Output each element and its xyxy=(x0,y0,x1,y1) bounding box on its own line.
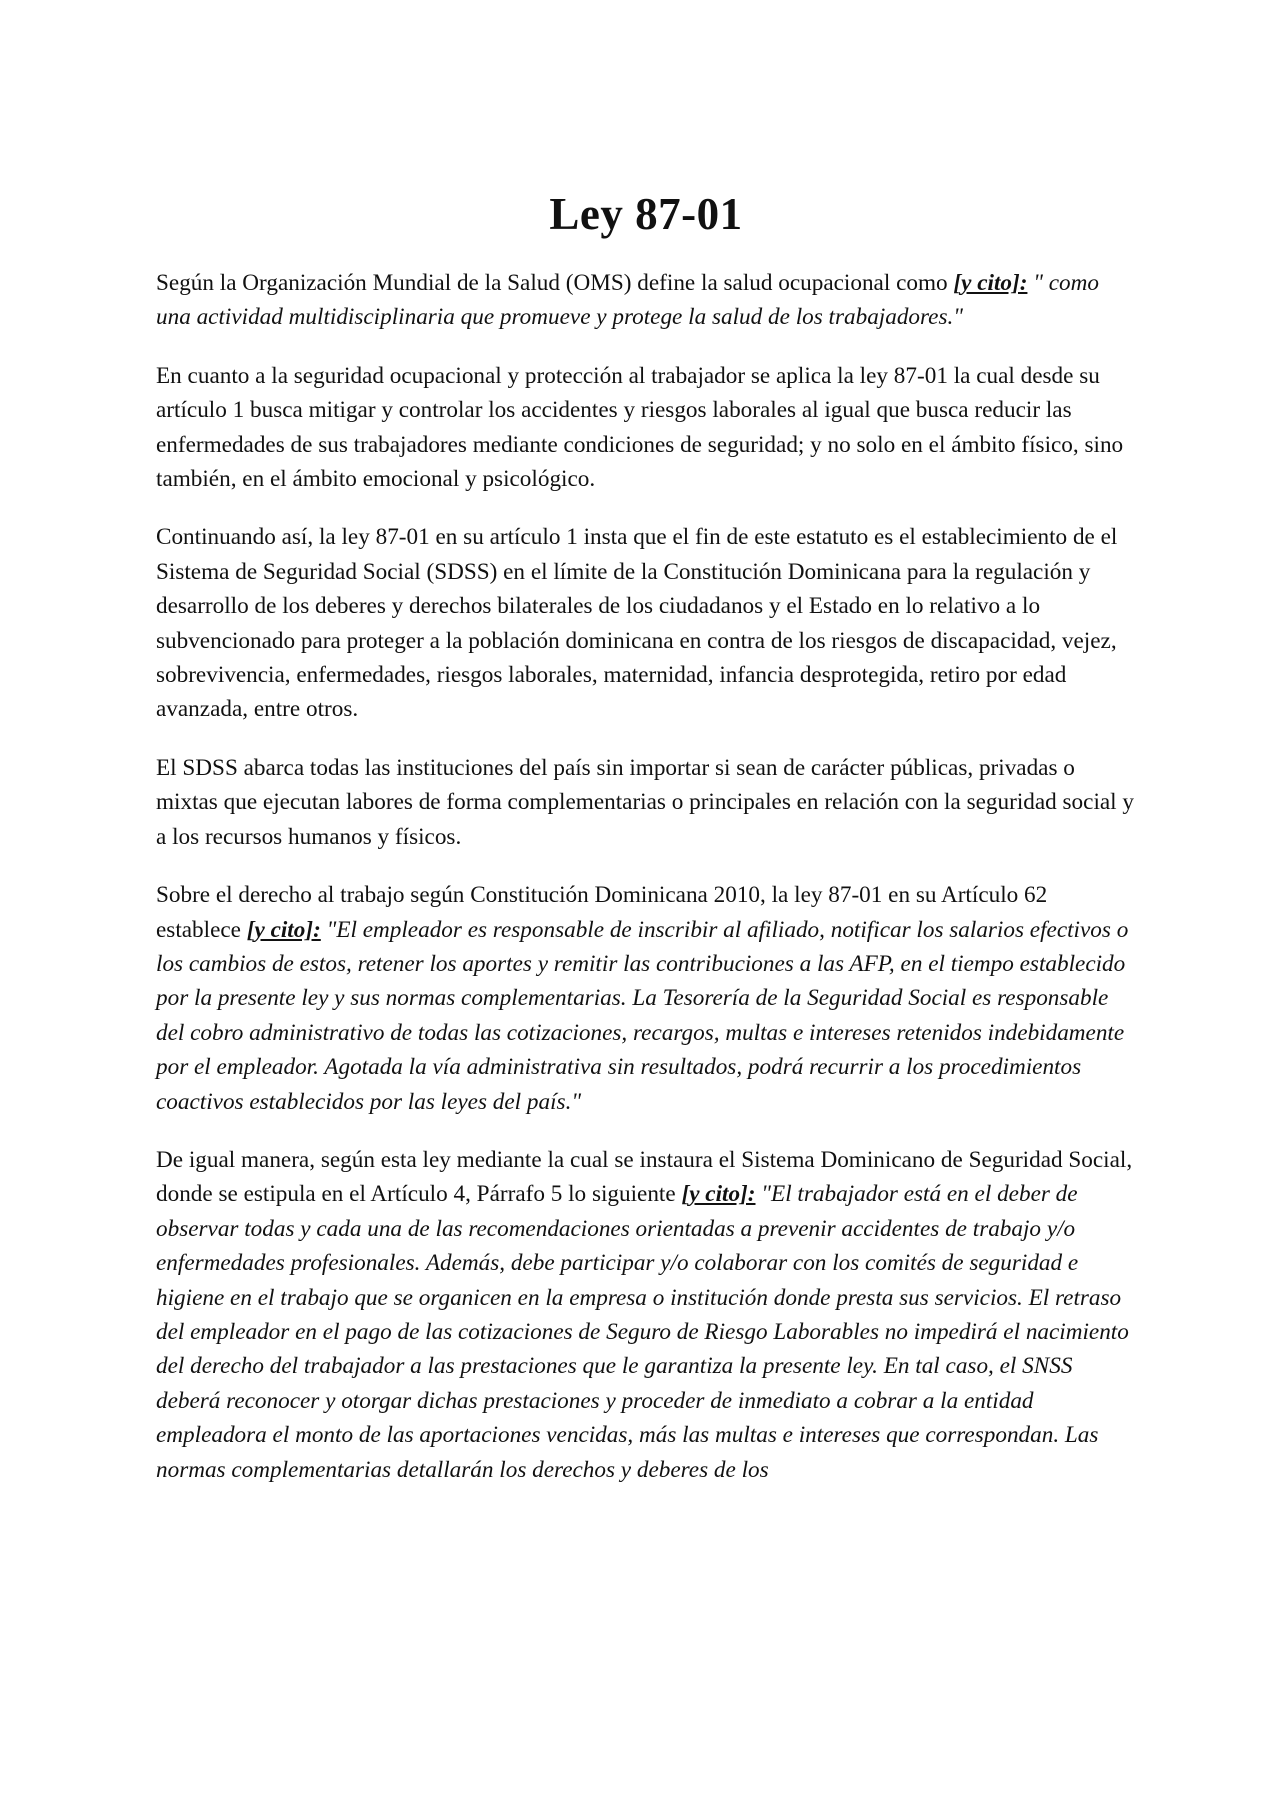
quoted-text: "El empleador es responsable de inscribir al afiliado, notificar los salarios efectivos o los cambios de estos, retener los aportes y remitir las contribuciones a las AFP, en el tiempo establecido por la presente ley y sus normas complementarias. La Tesorería de la Seguridad Social es responsable del cobro administrativo de todas las cotizaciones, recargos, multas e intereses retenidos indebidamente por el empleador. Agotada la vía administrativa sin resultados, podrá recurrir a los procedimientos coactivos establecidos por las leyes del país." xyxy=(156,916,1129,1115)
citation-marker: [y cito]: xyxy=(246,916,321,943)
quoted-text: " como una actividad multidisciplinaria que promueve y protege la salud de los trabajadores." xyxy=(156,270,1099,331)
paragraph-sdss-establecimiento: Continuando así, la ley 87-01 en su artículo 1 insta que el fin de este estatuto es el establecimiento de el Sistema de Seguridad Social (SDSS) en el límite de la Constitución Dominicana para la regulación y desarrollo de los deberes y derechos bilaterales de los ciudadanos y el Estado en lo relativo a lo subvencionado para proteger a la población dominicana en contra de los riesgos de discapacidad, vejez, sobrevivencia, enfermedades, riesgos laborales, maternidad, infancia desprotegida, retiro por edad avanzada, entre otros. xyxy=(156,524,1118,723)
paragraph-articulo-62 xyxy=(156,878,1136,1119)
document-page xyxy=(156,0,1136,1487)
paragraph-text: Sobre el derecho al trabajo según Constitución Dominicana 2010, la ley 87-01 en su Artículo 62 establece xyxy=(156,882,1048,943)
quoted-text: "El trabajador está en el deber de observar todas y cada una de las recomendaciones orientadas a prevenir accidentes de trabajo y/o enfermedades profesionales. Además, debe participar y/o colaborar con los comités de seguridad e higiene en el trabajo que se organicen en la empresa o institución donde presta sus servicios. El retraso del empleador en el pago de las cotizaciones de Seguro de Riesgo Laborables no impedirá el nacimiento del derecho del trabajador a las prestaciones que le garantiza la presente ley. En tal caso, el SNSS deberá reconocer y otorgar dichas prestaciones y proceder de inmediato a cobrar a la entidad empleadora el monto de las aportaciones vencidas, más las multas e intereses que correspondan. Las normas complementarias detallarán los derechos y deberes de los xyxy=(156,1181,1129,1483)
paragraph-oms-definition xyxy=(156,266,1136,335)
citation-marker: [y cito]: xyxy=(953,270,1028,296)
paragraph-seguridad-ocupacional: En cuanto a la seguridad ocupacional y protección al trabajador se aplica la ley 87-01 la cual desde su artículo 1 busca mitigar y controlar los accidentes y riesgos laborales al igual que busca reducir las enfermedades de sus trabajadores mediante condiciones de seguridad; y no solo en el ámbito físico, sino también, en el ámbito emocional y psicológico. xyxy=(156,362,1124,493)
paragraph-text: Según la Organización Mundial de la Salud (OMS) define la salud ocupacional como xyxy=(156,270,954,296)
paragraph-articulo-4 xyxy=(156,1143,1136,1487)
paragraph-text: De igual manera, según esta ley mediante la cual se instaura el Sistema Dominicano de Seguridad Social, donde se estipula en el Artículo 4, Párrafo 5 lo siguiente xyxy=(156,1146,1133,1208)
document-title: Ley 87-01 xyxy=(549,189,743,239)
citation-marker: [y cito]: xyxy=(681,1181,756,1208)
paragraph-sdss-instituciones: El SDSS abarca todas las instituciones del país sin importar si sean de carácter públicas, privadas o mixtas que ejecutan labores de forma complementarias o principales en relación con la seguridad social y a los recursos humanos y físicos. xyxy=(156,754,1135,850)
